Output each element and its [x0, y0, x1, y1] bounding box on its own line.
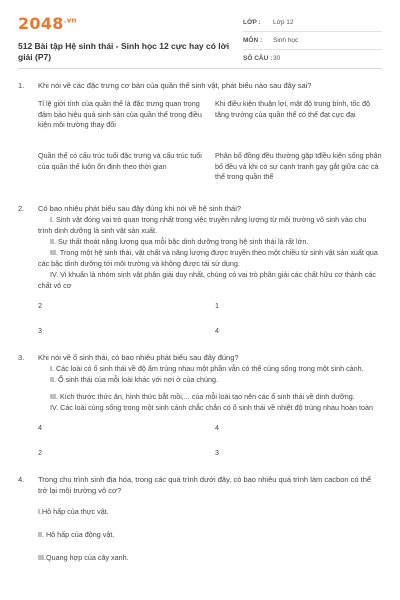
- meta-value: Lớp 12: [273, 19, 294, 26]
- question-number: 1.: [18, 81, 25, 90]
- meta-key: SỐ CÂU :: [243, 55, 273, 62]
- question-number: 3.: [18, 353, 25, 362]
- statement-line: III. Kích thước thức ăn, hình thức bắt mồi,... của mỗi loài tạo nên các ổ sinh thái về dinh dưỡng.: [50, 392, 355, 401]
- answer-option-a[interactable]: Tỉ lệ giới tính của quần thể là đặc trưng quan trọng đảm bảo hiệu quả sinh sản của quần thể trong điều kiện môi trường thay đổi: [38, 99, 202, 129]
- answer-option-d[interactable]: 3: [215, 447, 219, 457]
- document-title: 512 Bài tập Hệ sinh thái - Sinh học 12 cực hay có lời giải (P7): [18, 41, 230, 62]
- site-logo[interactable]: [18, 14, 77, 33]
- question-statements: [38, 214, 382, 291]
- statement-line: I. Sinh vật đóng vai trò quan trọng nhất trong việc truyền năng lượng từ môi trường vô sinh vào chu trình dinh dưỡng là sinh vật sản xuất.: [38, 215, 367, 235]
- statement-line: IV. Các loài cùng sống trong một sinh cảnh chắc chắn có ổ sinh thái về nhiệt độ trùng nhau hoàn toàn: [50, 403, 373, 412]
- document-meta: [243, 14, 382, 67]
- meta-value: Sinh học: [273, 37, 299, 44]
- answer-option-b[interactable]: 4: [215, 423, 219, 432]
- answer-option-b[interactable]: 1: [215, 301, 219, 310]
- meta-value: 30: [273, 55, 281, 62]
- document-header: [18, 14, 382, 69]
- question-list: [18, 80, 382, 575]
- statement-line: II. Ổ sinh thái của mỗi loài khác với nơi ở của chúng.: [50, 375, 218, 384]
- meta-row-class: [243, 14, 382, 32]
- question-text: Khi nói về ổ sinh thái, có bao nhiêu phát biểu sau đây đúng?: [38, 353, 239, 362]
- question-4: [18, 474, 382, 563]
- meta-row-subject: [243, 32, 382, 50]
- answer-option-c[interactable]: 3: [38, 325, 42, 335]
- answer-options: [38, 99, 382, 193]
- question-number: 2.: [18, 204, 25, 213]
- question-statements: [38, 363, 382, 413]
- question-text: Trong chu trình sinh địa hóa, trong các quá trình dưới đây, có bao nhiêu quá trình làm cacbon có thể trở lại môi trường vô cơ?: [38, 475, 372, 495]
- meta-row-count: [243, 50, 382, 67]
- question-3: [18, 352, 382, 458]
- question-2: [18, 203, 382, 336]
- meta-key: MÔN :: [243, 37, 263, 44]
- answer-options: [38, 301, 382, 336]
- answer-option-c[interactable]: Quần thể có cấu trúc tuổi đặc trưng và cấu trúc tuổi của quần thể luôn ổn định theo thời gian: [38, 151, 202, 171]
- question-text: Có bao nhiêu phát biểu sau đây đúng khi nói về hệ sinh thái?: [38, 204, 242, 213]
- answer-option-c[interactable]: 2: [38, 447, 42, 457]
- statement-line: III.Quang hợp của cây xanh.: [38, 553, 129, 562]
- logo-suffix: .vn: [63, 16, 77, 25]
- question-number: 4.: [18, 475, 25, 484]
- answer-option-b[interactable]: Khi điều kiện thuận lợi, mật độ trung bình, tốc độ tăng trưởng của quần thể có thể đạt cực đại: [215, 99, 370, 119]
- statement-line: I.Hô hấp của thực vật.: [38, 507, 109, 516]
- statement-line: III. Trong một hệ sinh thái, vật chất và năng lượng được truyền theo một chiều từ sinh vật sản xuất qua các bậc dinh dưỡng tới môi trường và không được tái sử dụng.: [38, 248, 378, 268]
- statement-line: IV. Vi khuẩn là nhóm sinh vật phân giải duy nhất, chúng có vai trò phân giải các chất hữu cơ thành các chất vô cơ: [38, 270, 376, 290]
- statement-line: I. Các loài có ổ sinh thái về độ ẩm trùng nhau một phần vẫn có thể cùng sống trong một sinh cảnh.: [50, 364, 364, 373]
- logo-main: 2048: [18, 14, 64, 33]
- answer-option-d[interactable]: 4: [215, 325, 219, 335]
- question-1: [18, 80, 382, 193]
- answer-option-a[interactable]: 2: [38, 301, 42, 310]
- answer-options: [38, 423, 382, 458]
- answer-option-a[interactable]: 4: [38, 423, 42, 432]
- question-statements: [38, 506, 382, 563]
- statement-line: II. Hô hấp của động vật.: [38, 530, 115, 539]
- statement-line: II. Sự thất thoát năng lượng qua mỗi bậc dinh dưỡng trong hệ sinh thái là rất lớn.: [50, 237, 309, 246]
- meta-key: LỚP :: [243, 19, 261, 26]
- answer-option-d[interactable]: Phân bố đồng đều thường gặp tđiều kiện sống phân bố đều và khi có sự cạnh tranh gay gắt giữa các cá thể trong quần thể: [215, 151, 382, 181]
- question-text: Khi nói về các đặc trưng cơ bản của quần thể sinh vật, phát biểu nào sau đây sai?: [38, 81, 312, 90]
